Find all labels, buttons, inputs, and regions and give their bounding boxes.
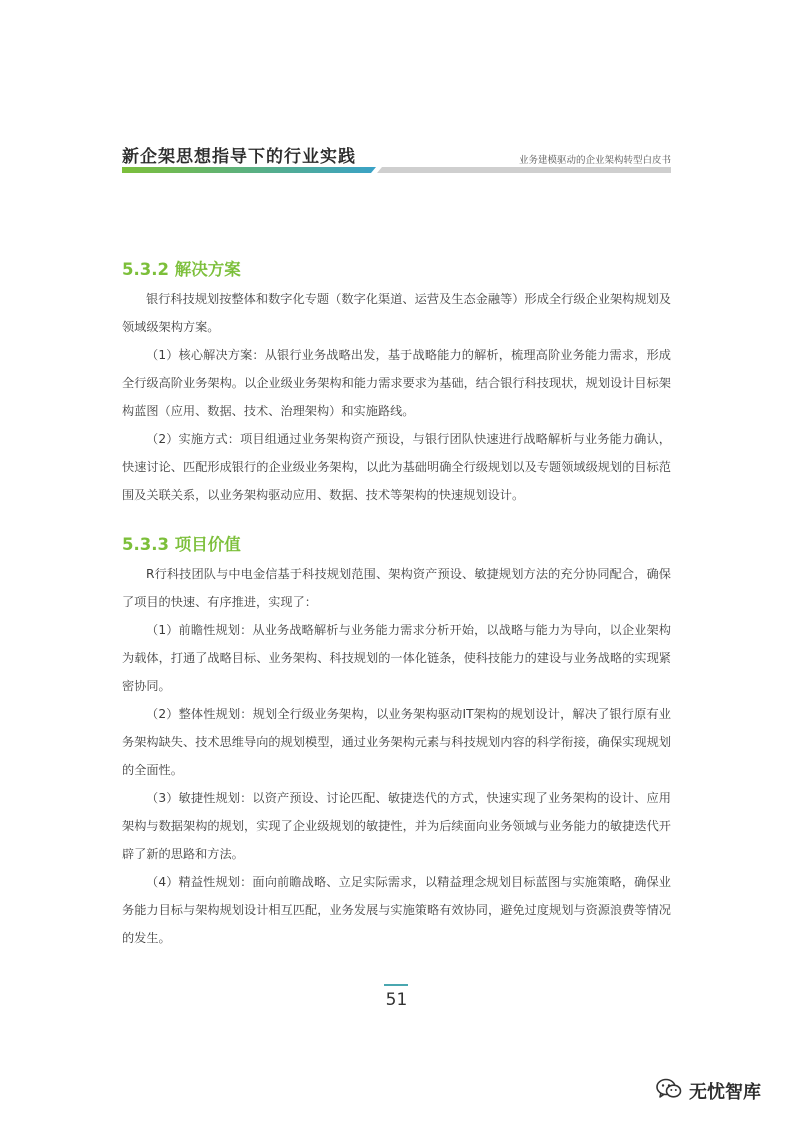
header-divider-bar: [122, 167, 671, 173]
paragraph: R行科技团队与中电金信基于科技规划范围、架构资产预设、敏捷规划方法的充分协同配合，确保了项目的快速、有序推进，实现了：: [122, 567, 671, 609]
section-heading-solution: 5.3.2 解决方案: [122, 260, 241, 279]
page-number: 51: [385, 990, 408, 1010]
paragraph: （1）前瞻性规划：从业务战略解析与业务能力需求分析开始，以战略与能力为导向，以企业架构为载体，打通了战略目标、业务架构、科技规划的一体化链条，使科技能力的建设与业务战略的实现紧密协同。: [122, 623, 671, 693]
section-heading-value: 5.3.3 项目价值: [122, 535, 241, 554]
paragraph: （4）精益性规划：面向前瞻战略、立足实际需求，以精益理念规划目标蓝图与实施策略，确保业务能力目标与架构规划设计相互匹配，业务发展与实施策略有效协同，避免过度规划与资源浪费等情况的发生。: [122, 875, 671, 945]
paragraph: （3）敏捷性规划：以资产预设、讨论匹配、敏捷迭代的方式，快速实现了业务架构的设计、应用架构与数据架构的规划，实现了企业级规划的敏捷性，并为后续面向业务领域与业务能力的敏捷迭代开辟了新的思路和方法。: [122, 791, 671, 861]
watermark-text: 无忧智库: [689, 1082, 761, 1103]
paragraph: 银行科技规划按整体和数字化专题（数字化渠道、运营及生态金融等）形成全行级企业架构规划及领域级架构方案。: [122, 292, 671, 334]
header-title: 新企架思想指导下的行业实践: [122, 147, 356, 167]
main-content: [122, 255, 671, 952]
header-bar-gray: [377, 167, 671, 173]
watermark: [656, 1078, 761, 1104]
wechat-icon: [656, 1078, 682, 1104]
paragraph: （1）核心解决方案：从银行业务战略出发，基于战略能力的解析，梳理高阶业务能力需求，形成全行级高阶业务架构。以企业级业务架构和能力需求要求为基础，结合银行科技现状，规划设计目标架构蓝图（应用、数据、技术、治理架构）和实施路线。: [122, 348, 671, 418]
header-subtitle: 业务建模驱动的企业架构转型白皮书: [518, 155, 671, 166]
paragraph: （2）实施方式：项目组通过业务架构资产预设，与银行团队快速进行战略解析与业务能力确认，快速讨论、匹配形成银行的企业级业务架构，以此为基础明确全行级规划以及专题领域级规划的目标范围及关联关系，以业务架构驱动应用、数据、技术等架构的快速规划设计。: [122, 432, 671, 502]
page-number-accent-line: [384, 984, 408, 986]
header-bar-gradient: [122, 167, 376, 173]
paragraph: （2）整体性规划：规划全行级业务架构，以业务架构驱动IT架构的规划设计，解决了银行原有业务架构缺失、技术思维导向的规划模型，通过业务架构元素与科技规划内容的科学衔接，确保实现规划的全面性。: [122, 707, 671, 777]
